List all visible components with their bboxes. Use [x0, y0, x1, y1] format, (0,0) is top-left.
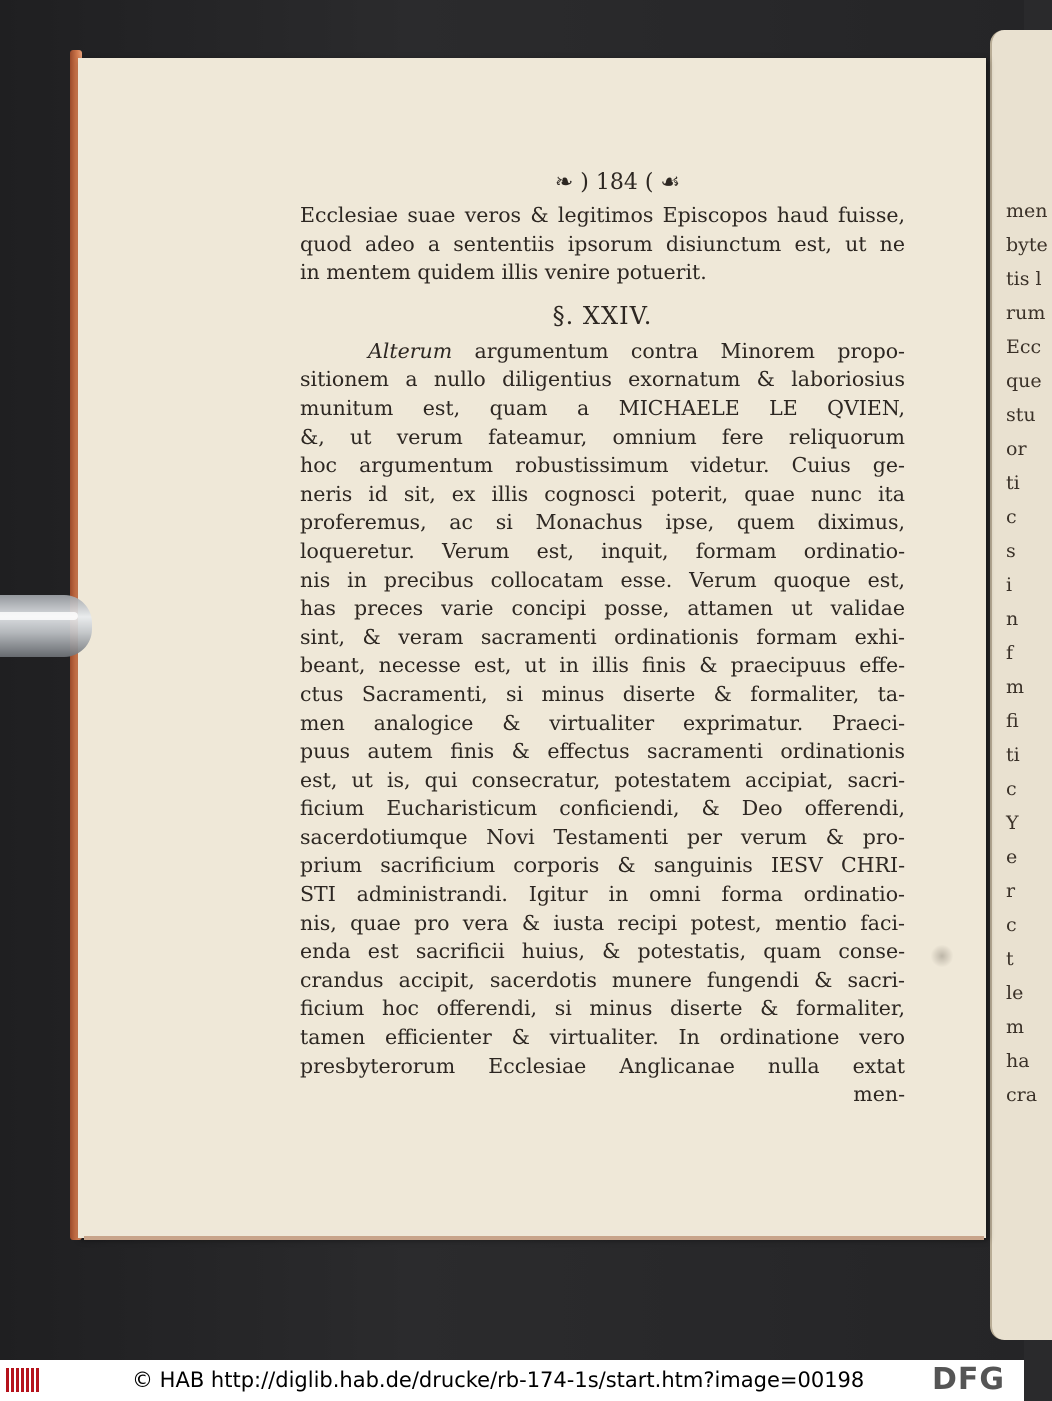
text-line: men analogice & virtualiter exprimatur. Praeci-: [300, 710, 905, 735]
next-page-fragment: c: [1006, 506, 1017, 528]
text-line: crandus accipit, sacerdotis munere fungendi & sacri-: [300, 967, 905, 992]
text-line: STI administrandi. Igitur in omni forma ordinatio-: [300, 882, 905, 907]
text-line: proferemus, ac si Monachus ipse, quem diximus,: [300, 510, 905, 535]
text-line: sacerdotiumque Novi Testamenti per verum & pro-: [300, 824, 905, 849]
next-page-fragment: rum: [1006, 302, 1046, 324]
next-page-fragment: men: [1006, 200, 1048, 222]
paper-stain: [930, 945, 954, 967]
text-line: Ecclesiae suae veros & legitimos Episcopos haud fuisse,: [300, 203, 905, 227]
text-line: in mentem quidem illis venire potuerit.: [300, 260, 707, 285]
next-page-fragment: tis l: [1006, 268, 1042, 290]
next-page-fragment: f: [1006, 642, 1014, 664]
page-header: ❧ ) 184 ( ☙: [554, 170, 681, 195]
next-page-fragment: m: [1006, 676, 1025, 698]
next-page-fragment: r: [1006, 880, 1016, 902]
dfg-logo: DFG: [932, 1362, 1006, 1397]
next-page-fragment: t: [1006, 948, 1014, 970]
text-line: &, ut verum fateamur, omnium fere reliquorum: [300, 424, 905, 449]
next-page-fragment: cra: [1006, 1084, 1038, 1106]
next-page-fragment: m: [1006, 1016, 1025, 1038]
text-line: neris id sit, ex illis cognosci poterit, quae nunc ita: [300, 481, 905, 506]
text-line: tamen efficienter & virtualiter. In ordinatione vero: [300, 1025, 905, 1050]
text-line: nis in precibus collocatam esse. Verum quoque est,: [300, 567, 905, 592]
text-line: prium sacrificium corporis & sanguinis IESV CHRI-: [300, 853, 905, 878]
paragraph-body: [300, 365, 905, 1080]
next-page-fragment: ha: [1006, 1050, 1030, 1072]
page-text: [300, 165, 905, 1109]
text-line: puus autem finis & effectus sacramenti ordinationis: [300, 739, 905, 764]
next-page-fragment: que: [1006, 370, 1042, 392]
next-page-fragment: byte: [1006, 234, 1048, 256]
next-page-fragment: n: [1006, 608, 1019, 630]
next-page-fragment: ti: [1006, 744, 1020, 766]
next-page-fragment: ti: [1006, 472, 1020, 494]
paragraph-first-line: [300, 337, 905, 366]
italic-word: Alterum: [368, 338, 453, 363]
next-page-fragment: le: [1006, 982, 1024, 1004]
text-line: loqueretur. Verum est, inquit, formam ordinatio-: [300, 538, 905, 563]
text-line: ctus Sacramenti, si minus diserte & formaliter, ta-: [300, 681, 905, 706]
text-line: ficium hoc offerendi, si minus diserte & formaliter,: [300, 996, 905, 1021]
text-line: munitum est, quam a MICHAELE LE QVIEN,: [300, 395, 905, 420]
next-page-fragment: Ecc: [1006, 336, 1042, 358]
next-page-fragment: Y: [1006, 812, 1019, 834]
next-page-fragment: stu: [1006, 404, 1036, 426]
text-line: ficium Eucharisticum conficiendi, & Deo offerendi,: [300, 796, 905, 821]
text-line: sitionem a nullo diligentius exornatum & laboriosius: [300, 367, 905, 392]
text-line: hoc argumentum robustissimum videtur. Cuius ge-: [300, 453, 905, 478]
glass-clip: [0, 595, 92, 657]
text-line: has preces varie concipi posse, attamen ut validae: [300, 596, 905, 621]
footer-copyright-link[interactable]: © HAB http://diglib.hab.de/drucke/rb-174-1s/start.htm?image=00198: [132, 1368, 865, 1392]
next-page-fragment: or: [1006, 438, 1027, 460]
next-page-fragment: s: [1006, 540, 1016, 562]
text-line: est, ut is, qui consecratur, potestatem accipiat, sacri-: [300, 767, 905, 792]
next-page-fragment: fi: [1006, 710, 1019, 732]
text-line: nis, quae pro vera & iusta recipi potest, mentio faci-: [300, 910, 905, 935]
text-line: beant, necesse est, ut in illis finis & praecipuus effe-: [300, 653, 905, 678]
next-page-edge: [990, 30, 1052, 1340]
next-page-fragment: c: [1006, 914, 1017, 936]
text-line: presbyterorum Ecclesiae Anglicanae nulla extat: [300, 1053, 905, 1078]
text-line: sint, & veram sacramenti ordinationis formam exhi-: [300, 624, 905, 649]
next-page-fragment: i: [1006, 574, 1013, 596]
catchword: men-: [853, 1082, 905, 1107]
footer-bar: [0, 1360, 1024, 1401]
glass-clip-shine: [0, 612, 78, 620]
page-bottom-edge: [84, 1236, 984, 1240]
next-page-fragment: e: [1006, 846, 1018, 868]
first-line-rest: argumentum contra Minorem propo-: [452, 338, 905, 363]
next-page-fragment: c: [1006, 778, 1017, 800]
section-heading: §. XXIV.: [552, 301, 653, 330]
hab-barcode-icon: [6, 1368, 40, 1392]
text-line: quod adeo a sententiis ipsorum disiunctum est, ut ne: [300, 231, 905, 256]
text-line: enda est sacrificii huius, & potestatis, quam conse-: [300, 939, 905, 964]
